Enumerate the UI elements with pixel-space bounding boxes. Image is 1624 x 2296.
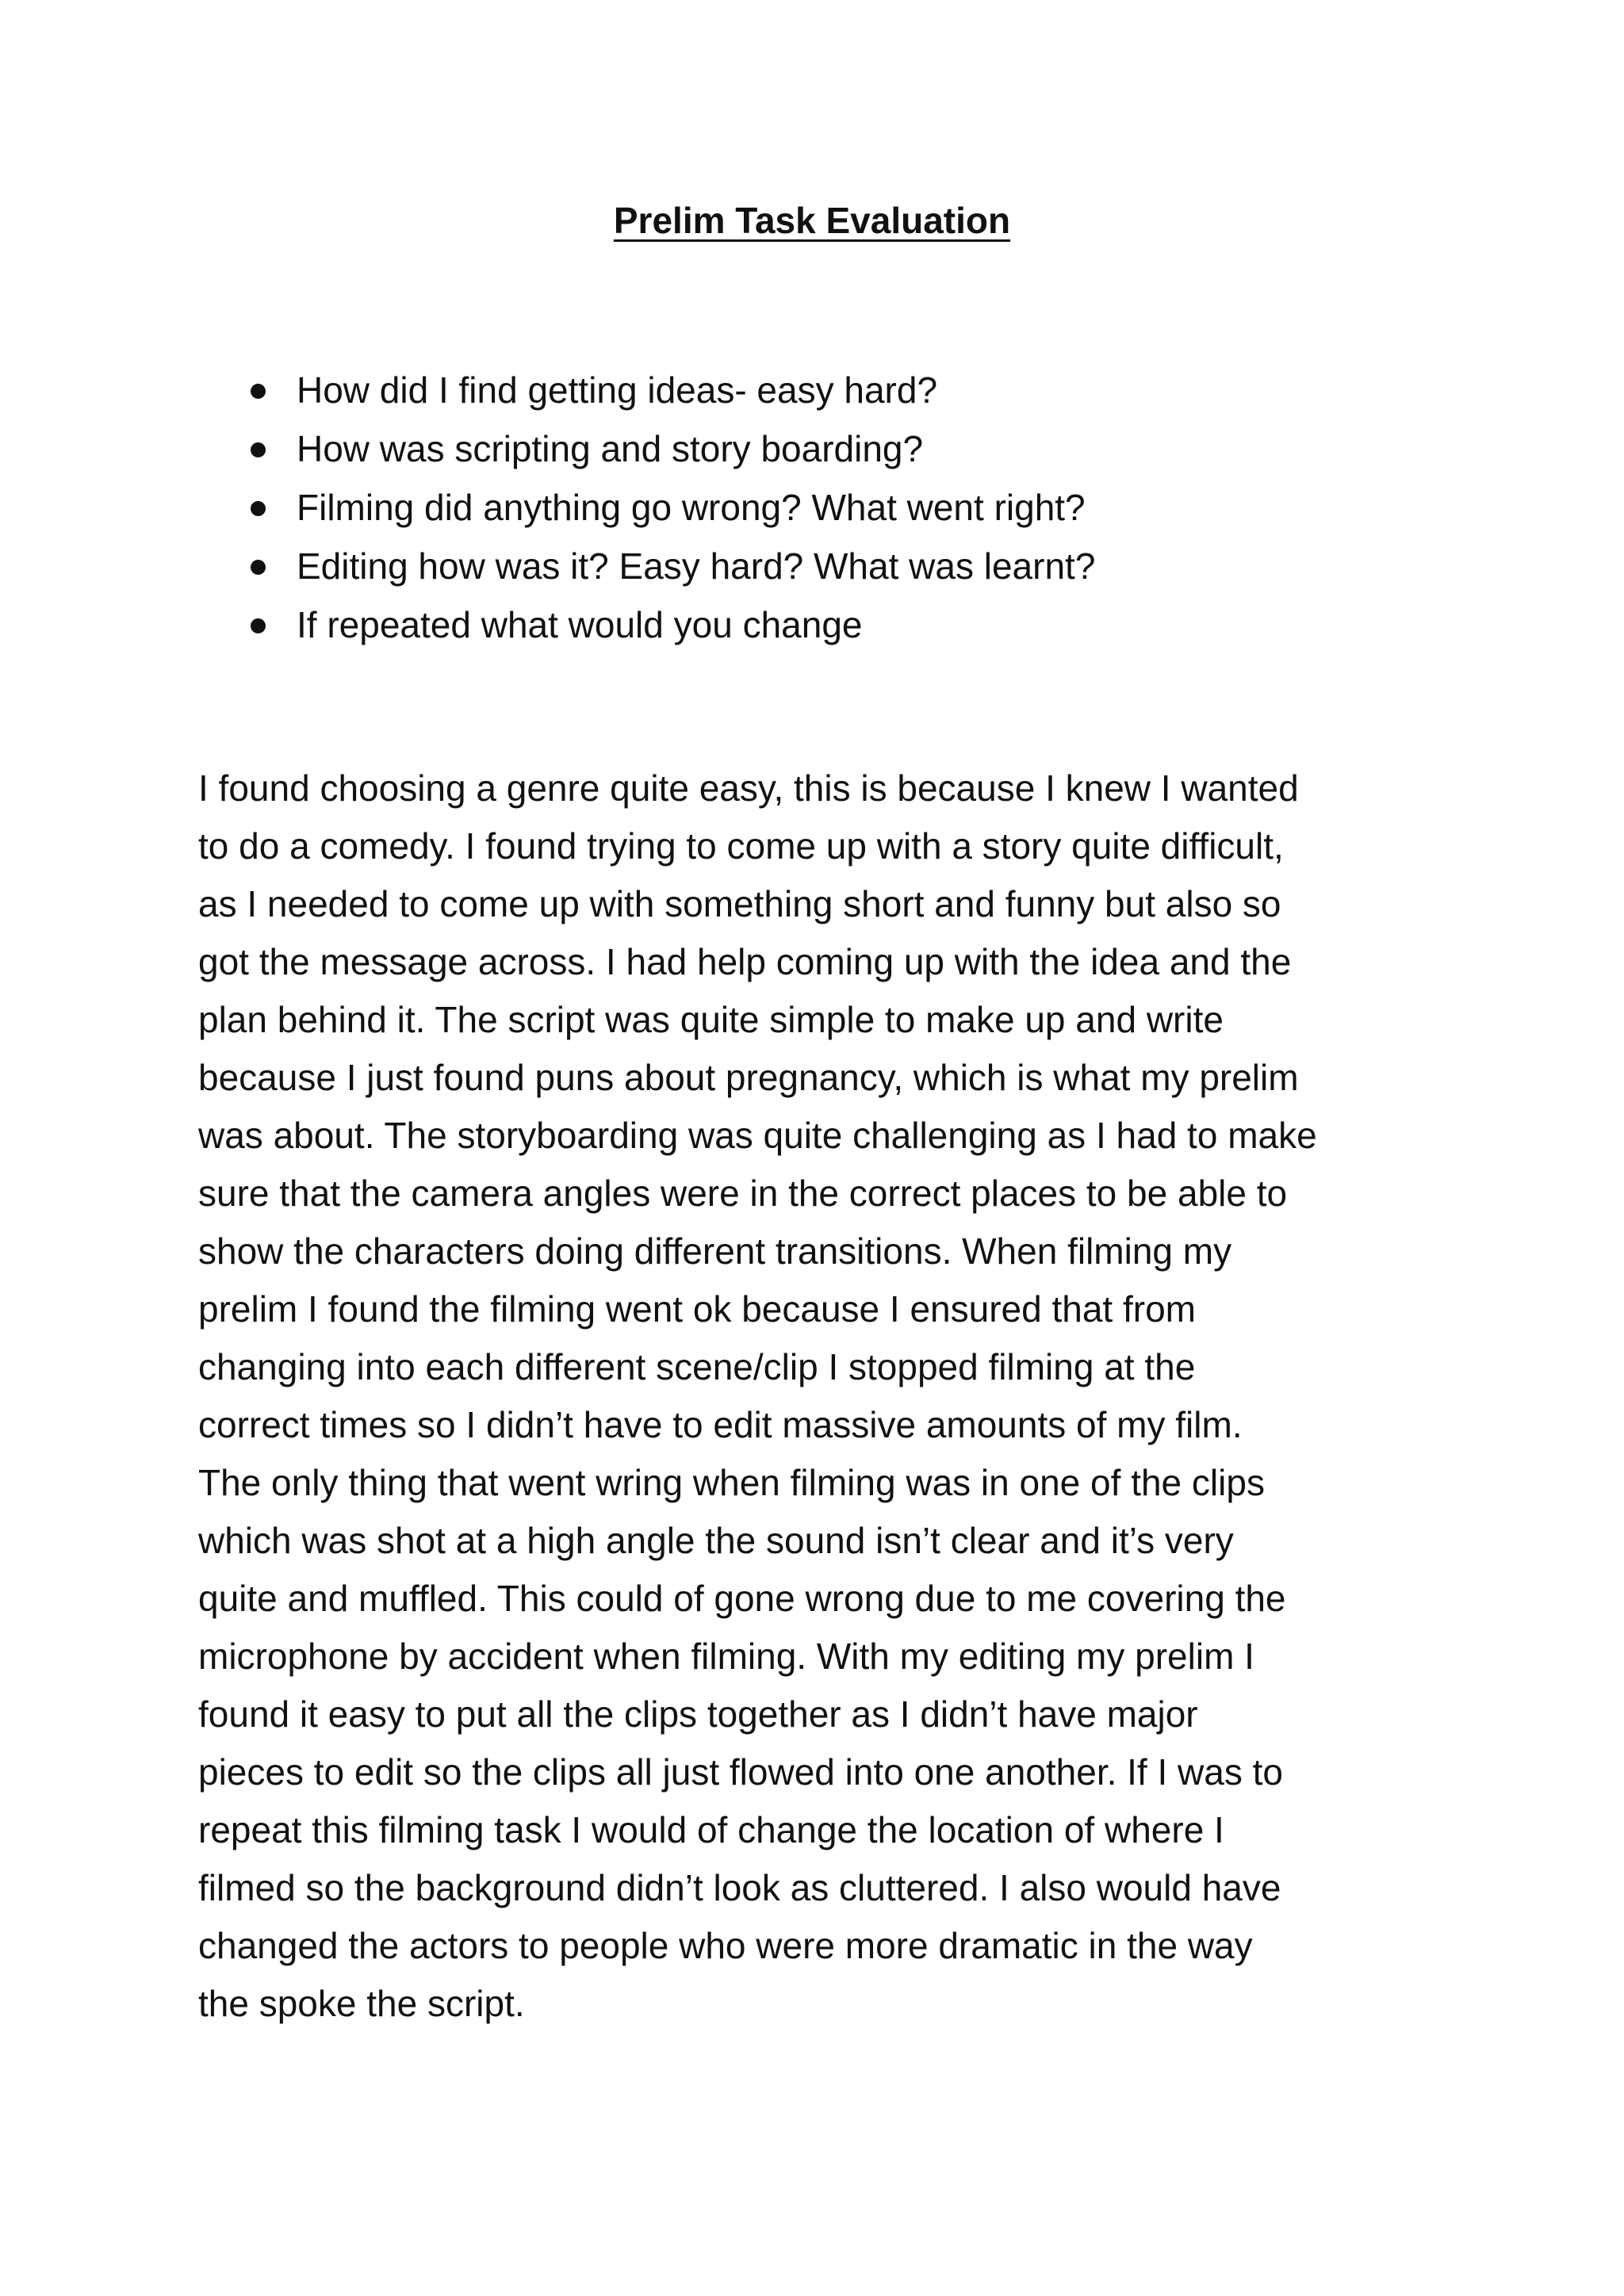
paragraph-line: repeat this filming task I would of change the location of where I: [198, 1809, 1224, 1850]
paragraph-line: the spoke the script.: [198, 1983, 525, 2024]
question-item: [297, 419, 1486, 478]
paragraph-line: prelim I found the filming went ok because I ensured that from: [198, 1288, 1196, 1330]
evaluation-paragraph: [198, 760, 1435, 2033]
question-text: If repeated what would you change: [297, 604, 863, 645]
paragraph-line: to do a comedy. I found trying to come up with a story quite difficult,: [198, 825, 1284, 867]
question-item: [297, 595, 1486, 654]
question-item: [297, 537, 1486, 595]
bullet-icon: [251, 618, 266, 633]
paragraph-line: microphone by accident when filming. With my editing my prelim I: [198, 1636, 1254, 1677]
bullet-icon: [251, 501, 266, 516]
question-item: [297, 361, 1486, 419]
paragraph-line: found it easy to put all the clips together as I didn’t have major: [198, 1693, 1198, 1735]
question-list: [297, 361, 1486, 654]
paragraph-line: correct times so I didn’t have to edit massive amounts of my film.: [198, 1404, 1243, 1445]
paragraph-line: filmed so the background didn’t look as cluttered. I also would have: [198, 1867, 1281, 1908]
paragraph-line: show the characters doing different transitions. When filming my: [198, 1230, 1232, 1272]
question-item: [297, 478, 1486, 537]
paragraph-line: got the message across. I had help coming up with the idea and the: [198, 941, 1292, 982]
question-text: Filming did anything go wrong? What went right?: [297, 487, 1086, 528]
paragraph-line: The only thing that went wring when filming was in one of the clips: [198, 1462, 1265, 1503]
bullet-icon: [251, 384, 266, 399]
page-title: [0, 197, 1624, 244]
question-text: How did I find getting ideas- easy hard?: [297, 369, 938, 411]
bullet-icon: [251, 560, 266, 575]
paragraph-line: pieces to edit so the clips all just flowed into one another. If I was to: [198, 1751, 1284, 1793]
paragraph-line: which was shot at a high angle the sound isn’t clear and it’s very: [198, 1520, 1234, 1561]
paragraph-line: plan behind it. The script was quite simple to make up and write: [198, 999, 1224, 1040]
paragraph-line: changing into each different scene/clip I stopped filming at the: [198, 1346, 1196, 1387]
page-title-text: Prelim Task Evaluation: [613, 200, 1011, 241]
paragraph-line: sure that the camera angles were in the correct places to be able to: [198, 1173, 1288, 1214]
bullet-icon: [251, 442, 266, 457]
paragraph-line: changed the actors to people who were more dramatic in the way: [198, 1925, 1253, 1966]
paragraph-line: was about. The storyboarding was quite challenging as I had to make: [198, 1115, 1317, 1156]
question-text: Editing how was it? Easy hard? What was learnt?: [297, 545, 1096, 587]
question-text: How was scripting and story boarding?: [297, 428, 924, 469]
paragraph-line: quite and muffled. This could of gone wrong due to me covering the: [198, 1578, 1286, 1619]
paragraph-line: as I needed to come up with something short and funny but also so: [198, 883, 1281, 924]
paragraph-line: I found choosing a genre quite easy, this is because I knew I wanted: [198, 767, 1299, 809]
paragraph-line: because I just found puns about pregnancy, which is what my prelim: [198, 1057, 1299, 1098]
